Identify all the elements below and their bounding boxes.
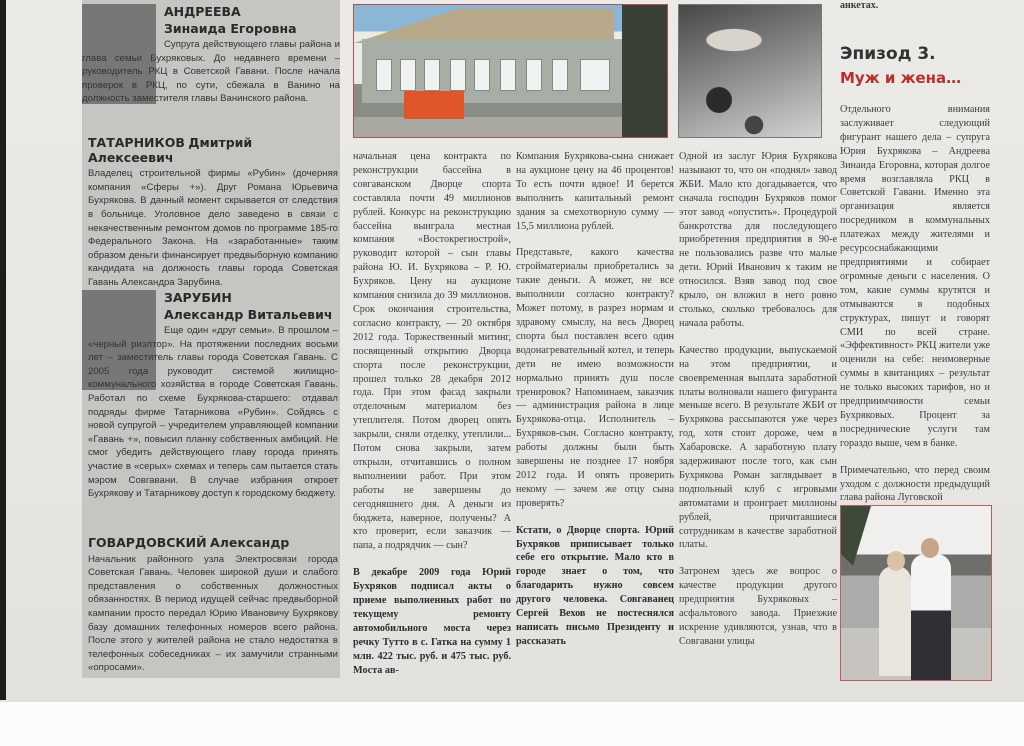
bios-sidebar: [82, 0, 340, 678]
bio-andreeva: [82, 0, 340, 105]
article-paragraph: Компания Бухрякова-сына снижает на аукционе цену на 46 процентов! То есть почти вдвое! И берется выполнить капитальный ремонт здания за смехотворную сумму — 15,5 миллиона рублей.: [516, 151, 674, 232]
photo-window-shape: [526, 59, 542, 91]
bio-tatarnikov: [82, 136, 338, 290]
photo-head-shape: [887, 551, 905, 571]
bio-surname: ЗАРУБИН: [164, 290, 232, 305]
photo-aerial-lift-shape: [404, 91, 464, 119]
photo-window-shape: [450, 59, 466, 91]
article-column-3: [679, 150, 837, 662]
bio-given-name: Дмитрий Алексеевич: [88, 135, 253, 165]
article-paragraph: начальная цена контракта по реконструкции бассейна в совгаванском Дворце спорта составляла почти 49 миллионов рублей. Конкурс на реконструкцию бассейна выиграла местная компания «Востокрегиострой», руководит которой – сын главы района Ю. И. Бухрякова – Р. Ю. Бухряков. Цену на аукционе компания снизила до 39 миллионов. Срок окончания строительства, согласно контракту, — 20 октября 2012 года. Торжественный митинг, посвященный открытию Дворца спорта после реконструкции, прошел только 28 декабря 2012 года. При этом фасад закрыли отделочным материалом без утеплителя. Потом дворец опять закрыли, сняли отделку, утеплили... Потом снова закрыли, затем открыли, отчитавшись о полном выполнении работ. При этом работы не завершены до сегодняшнего дня. А деньги из бюджета, наверное, получены? А кто проверит, если заказчик — папа, а подрядчик — сын?: [353, 151, 511, 552]
bio-govardovsky: [82, 536, 338, 675]
article-column-4: [840, 103, 990, 518]
photo-man-figure: [911, 554, 951, 680]
scan-bottom-margin: [0, 702, 1024, 746]
bio-text: Еще один «друг семьи». В прошлом – «черный риэлтор». На протяжении последних восьми лет – заместитель главы города Советская Гавань. С 2005 года руководит системой жилищно-коммунального хозяйства в городе Советская Гавань. Работал по схеме Бухрякова-старшего: отдавал подряды фирме Татарникова «Рубин». Сойдясь с новой супругой – учредителем управляющей компании «Гавань +», повысил планку собственных амбиций. Не смог убедить действующего главу города принять участие в «серых» схемах и теперь сам пытается стать мэром Совгавани. В случае избрания откроет Бухрякову и Татарникову доступ к городскому бюджету.: [88, 325, 338, 500]
article-paragraph-bold: В декабре 2009 года Юрий Бухряков подписал акты о приеме выполненных работ по текущему ремонту автомобильного моста через речку Тутто в с. Гатка на сумму 1 млн. 422 тыс. руб. и 475 тыс. руб. Моста ав-: [353, 567, 511, 676]
article-paragraph: Одной из заслуг Юрия Бухрякова называют то, что он «поднял» завод ЖБИ. Мало кто догадывается, что сначала господин Бухряков помог этот завод «опустить». Процедурой банкротства для последующего приобретения предприятия в 90-е не пользовались разве что малые дети. Юрий Иванович к таким не относился. Взяв завод под свое крыло, он вложил в него ровно столько, сколько требовалось для начала работы.: [679, 151, 837, 329]
bio-text: Начальник районного узла Электросвязи города Советская Гавань. Человек широкой души и слабого представления о собственных должностных обязанностях. В период идущей сейчас предвыборной кампании просто передал Юрию Ивановичу Бухрякову базу домашних телефонных номеров всего района. После этого у жителей района не стало недостатка в телефонных собеседниках – их замучили странными «опросами».: [88, 553, 338, 674]
bio-surname: АНДРЕЕВА: [164, 4, 241, 19]
photo-head-shape: [921, 538, 939, 558]
episode-subheading: Муж и жена…: [840, 69, 962, 87]
article-paragraph-bold: Кстати, о Дворце спорта. Юрий Бухряков приписывает только себе его открытие. Мало кто в городе знает о том, что благодарить нужно совсем другого человека. Совгаванец Сергей Вехов не постеснялся написать письмо Президенту и рассказать: [516, 524, 674, 647]
article-paragraph: Качество продукции, выпускаемой на этом предприятии, и своевременная выплата заработной платы волновали нашего фигуранта меньше всего. В результате ЖБИ от Бухрякова рассыпаются уже через год, хотя стоит дороже, чем в Хабаровске. А заработную плату задерживают после того, как сын Бухрякова Роман заглядывает в подпольный клуб с игровыми автоматами и проиграет миллионы рублей, причитавшиеся сотрудникам в качестве заработной платы.: [679, 344, 837, 551]
article-column-1: [353, 150, 511, 691]
photo-window-shape: [400, 59, 416, 91]
article-column-2: [516, 150, 674, 662]
photo-window-shape: [552, 59, 568, 91]
bio-given-name: Александр: [210, 535, 290, 550]
bio-given-name: Зинаида Егоровна: [164, 20, 297, 36]
episode-heading: Эпизод 3.: [840, 44, 936, 64]
photo-woman-figure: [879, 566, 911, 676]
money-roll-photo: [678, 4, 822, 138]
bio-text: Супруга действующего главы района и глава семьи Бухряковых. До недавнего времени – руководитель РКЦ в Советской Гавани. После начала проверок в РКЦ, по сути, сбежала в Ванино на должность заместителя главы Ванинского района.: [82, 39, 340, 105]
bio-given-name: Александр Витальевич: [164, 306, 333, 322]
article-paragraph: Отдельного внимания заслуживает следующий фигурант нашего дела – супруга Юрия Бухрякова – Андреева Зинаида Егоровна, которая долгое время возглавляла РКЦ в Советской Гавани. Именно эта организация является посредником в коммунальных платежах между жителями и ресурсоснабжающими предприятиями и собирает огромные деньги с населения. О том, какие суммы крутятся и отмываются в подобных структурах, пишут и говорят СМИ по всей стране. «Эффективност» РКЦ жители уже оценили на себе: неимоверные суммы в квитанциях – результат не только высоких тарифов, но и предприимчивости семьи Бухряковых. Процент за посреднические услуги там гораздо выше, чем в банке.: [840, 104, 990, 449]
photo-window-shape: [376, 59, 392, 91]
article-paragraph: Затронем здесь же вопрос о качестве продукции другого предприятия Бухряковых – асфальтового завода. Приезжие искренне удивляются, узнав, что в Совгавани улицы: [679, 566, 837, 647]
photo-tree-shape: [622, 5, 667, 137]
photo-window-shape: [474, 59, 490, 91]
photo-branch-shape: [841, 506, 871, 566]
article-paragraph: Представьте, какого качества стройматериалы приобретались за такие деньги. А может, не все выполнили согласно контракту? Может потому, в разрез нормам и здравому смыслу, на весь Дворец спорта был поставлен всего один водонагревательный котел, и теперь дети не имею возможности нормально принять душ после тренировок? Напоминаем, заказчик — администрация района в лице Бухрякова-отца. Исполнитель – Бухряков-сын. Согласно контракту, работы должны были быть завершены не позднее 17 ноября 2012 года. И опять проверить некому — зачем же отцу сына проверять?: [516, 247, 674, 509]
photo-window-shape: [500, 59, 516, 91]
continued-text-fragment: анкетах.: [840, 0, 879, 11]
photo-window-shape: [580, 59, 610, 91]
couple-photo: [840, 505, 992, 681]
photo-roof-shape: [354, 9, 614, 43]
bio-zarubin: [82, 286, 340, 500]
bio-text: Владелец строительной фирмы «Рубин» (дочерняя компания «Сферы +»). Друг Романа Юрьевича Бухрякова. В данный момент скрывается от следствия в больнице. Уголовное дело заведено в связи с некачественным ремонтом домов по программе 185-го Федерального Закона. На «заработанные» таким образом деньги финансирует предвыборную компанию кандидата на должность главы города Советская Гавань Александра Зарубина.: [88, 168, 338, 288]
bio-surname: ТАТАРНИКОВ: [88, 135, 185, 150]
bio-surname: ГОВАРДОВСКИЙ: [88, 535, 207, 550]
building-reconstruction-photo: [353, 4, 668, 138]
article-paragraph: Примечательно, что перед своим уходом с должности предыдущий глава района Луговской: [840, 464, 990, 504]
photo-window-shape: [424, 59, 440, 91]
